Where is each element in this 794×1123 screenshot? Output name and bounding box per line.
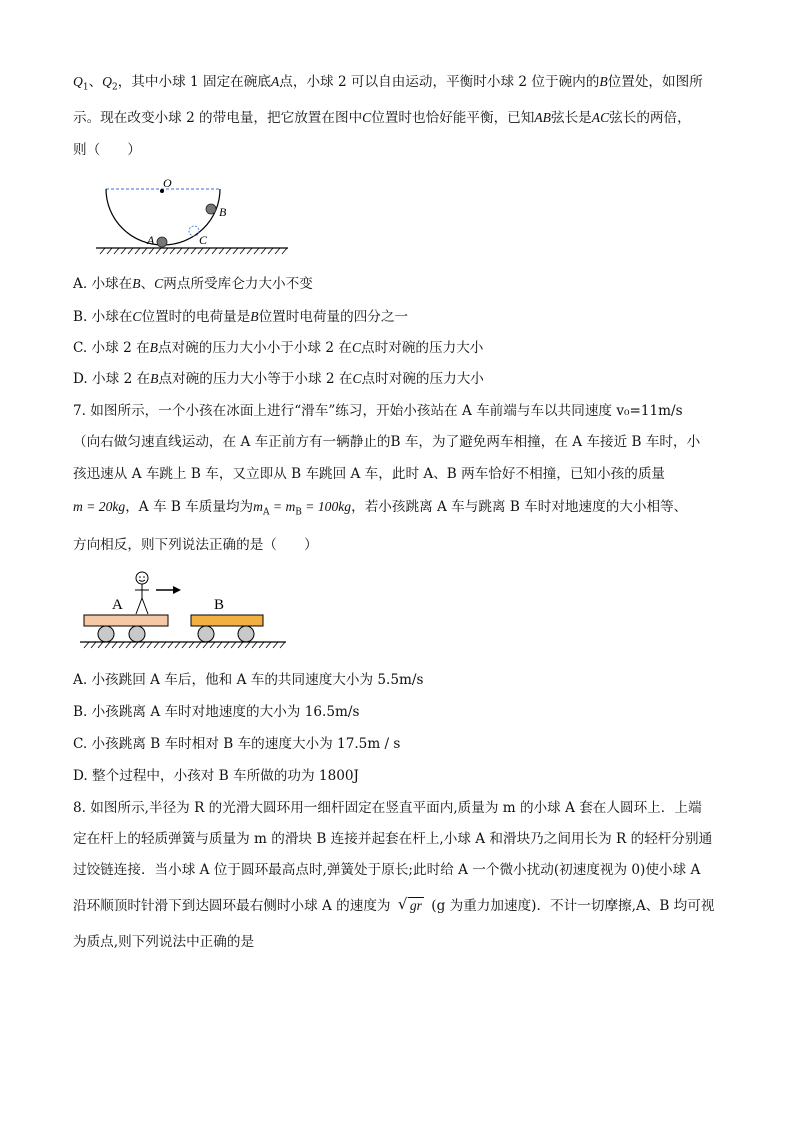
option-text: A. 小球在 <box>73 276 133 292</box>
q6-stem-line-3: 则（ ） <box>73 142 141 158</box>
q6-option-b[interactable] <box>73 307 408 327</box>
q8-stem-line-1: 8. 如图所示,半径为 R 的光滑大圆环用一细杆固定在竖直平面内,质量为 m 的小球 A 套在人圆环上．上端 <box>73 800 702 816</box>
point-a-symbol: A <box>270 74 280 89</box>
label-cart-a: A <box>112 597 123 613</box>
option-var: C <box>351 340 362 355</box>
q6-option-c[interactable] <box>73 338 483 358</box>
option-text: 点时对碗的压力大小 <box>361 340 484 356</box>
q7-stem-line-4 <box>73 497 687 523</box>
option-var: B <box>132 276 141 291</box>
chord-ab-symbol: AB <box>534 110 551 125</box>
mass-a-symbol: m <box>253 499 263 514</box>
sqrt-radicand: gr <box>409 898 422 913</box>
chord-ac-symbol: AC <box>591 110 610 125</box>
label-o: O <box>163 176 172 190</box>
option-var: B <box>149 340 158 355</box>
q7-stem-line-2: （向右做匀速直线运动，在 A 车正前方有一辆静止的B 车，为了避免两车相撞，在 A 车接近 B 车时，小 <box>73 434 701 450</box>
cart-a-wheel-right <box>129 626 145 642</box>
q7-text: ，若小孩跳离 A 车与跳离 B 车时对地速度的大小相等、 <box>351 499 688 515</box>
q7-stem-line-3: 孩迅速从 A 车跳上 B 车，又立即从 B 车跳回 A 车，此时 A、B 两车恰好不相撞，已知小孩的质量 <box>73 466 666 482</box>
carts-figure <box>80 568 290 656</box>
q6-text: ，其中小球 1 固定在碗底 <box>117 74 271 90</box>
q6-sep: 、 <box>88 74 103 90</box>
label-a: A <box>147 233 155 247</box>
cart-b-body <box>191 615 263 626</box>
q8-text: (g 为重力加速度)．不计一切摩擦,A、B 均可视 <box>431 898 715 914</box>
mass-a-subscript: A <box>262 507 270 518</box>
mass-value: = 100kg <box>301 499 352 514</box>
q6-option-a[interactable] <box>73 274 313 294</box>
ground-hatching <box>100 248 287 254</box>
ball-c-dashed <box>189 226 199 236</box>
option-var: C <box>154 276 164 291</box>
cart-a-wheel-left <box>98 626 114 642</box>
q1-subscript: 1 <box>82 82 89 93</box>
q2-symbol: Q <box>102 74 112 89</box>
sqrt-expression <box>398 896 424 916</box>
velocity-arrow <box>156 586 181 594</box>
option-var: B <box>250 309 259 324</box>
q8-stem-line-2: 定在杆上的轻质弹簧与质量为 m 的滑块 B 连接并起套在杆上,小球 A 和滑块乃之间用长为 R 的轻杆分别通 <box>73 831 713 847</box>
q8-stem-line-5: 为质点,则下列说法中正确的是 <box>73 934 255 950</box>
label-cart-b: B <box>214 597 225 613</box>
cart-a-body <box>84 615 168 626</box>
q6-option-d[interactable] <box>73 369 484 389</box>
q7-option-a[interactable]: A. 小孩跳回 A 车后，他和 A 车的共同速度大小为 5.5m/s <box>73 672 424 688</box>
option-text: 两点所受库仑力大小不变 <box>163 276 313 292</box>
ball-a <box>157 237 167 247</box>
q6-stem-line-1 <box>73 72 703 98</box>
q7-text: ，A 车 B 车质量均为 <box>125 499 254 515</box>
label-c: C <box>199 233 208 247</box>
mass-b-symbol: = m <box>269 499 296 514</box>
mass-b-subscript: B <box>295 507 302 518</box>
option-text: B. 小球在 <box>73 309 133 325</box>
q6-text: 位置时也恰好能平衡，已知 <box>371 110 535 126</box>
q6-text: 弦长是 <box>550 110 592 126</box>
sqrt-sign: √ <box>397 895 408 913</box>
q6-text: 点，小球 2 可以自由运动，平衡时小球 2 位于碗内的 <box>279 74 600 90</box>
q7-option-b[interactable]: B. 小孩跳离 A 车时对地速度的大小为 16.5m/s <box>73 704 360 720</box>
option-text: 点对碗的压力大小小于小球 2 在 <box>157 340 352 356</box>
cart-b-wheel-left <box>198 626 214 642</box>
option-var: C <box>352 371 362 386</box>
q7-stem-line-5: 方向相反，则下列说法正确的是（ ） <box>73 537 318 553</box>
option-text: 位置时电荷量的四分之一 <box>258 309 409 325</box>
label-b: B <box>219 205 227 219</box>
q8-stem-line-3: 过饺链连接．当小球 A 位于圆环最高点时,弹簧处于原长;此时给 A 一个微小扰动(初速度视为 0)使小球 A <box>73 862 701 878</box>
point-c-symbol: C <box>362 110 372 125</box>
q7-option-d[interactable]: D. 整个过程中，小孩对 B 车所做的功为 1800J <box>73 768 359 784</box>
q7-option-c[interactable]: C. 小孩跳离 B 车时相对 B 车的速度大小为 17.5m / s <box>73 736 401 752</box>
option-text: 点时对碗的压力大小 <box>361 371 484 387</box>
q8-stem-line-4 <box>73 896 714 916</box>
child-figure <box>135 572 149 614</box>
option-text: C. 小球 2 在 <box>73 340 150 356</box>
option-text: 点对碗的压力大小等于小球 2 在 <box>158 371 353 387</box>
q2-subscript: 2 <box>111 82 118 93</box>
ice-ground-hatching <box>84 642 285 648</box>
mass-child: m = 20kg <box>73 499 126 514</box>
q1-symbol: Q <box>73 74 83 89</box>
bowl-figure <box>96 174 296 256</box>
option-text: 、 <box>140 276 155 292</box>
option-text: D. 小球 2 在 <box>73 371 151 387</box>
ball-b <box>206 204 216 214</box>
cart-b-wheel-right <box>238 626 254 642</box>
q7-stem-line-1: 7. 如图所示，一个小孩在冰面上进行“滑车”练习，开始小孩站在 A 车前端与车以共同速度 v₀=11m/s <box>73 403 683 419</box>
point-b-symbol: B <box>599 74 608 89</box>
option-var: B <box>150 371 159 386</box>
option-var: C <box>132 309 142 324</box>
q6-stem-line-2 <box>73 108 691 128</box>
q6-text: 弦长的两倍， <box>609 110 691 126</box>
q6-text: 位置处，如图所 <box>607 74 703 90</box>
q6-text: 示。现在改变小球 2 的带电量，把它放置在图中 <box>73 110 363 126</box>
option-text: 位置时的电荷量是 <box>141 309 251 325</box>
q8-text: 沿环顺顶时针滑下到达圆环最右侧时小球 A 的速度为 <box>73 898 391 914</box>
